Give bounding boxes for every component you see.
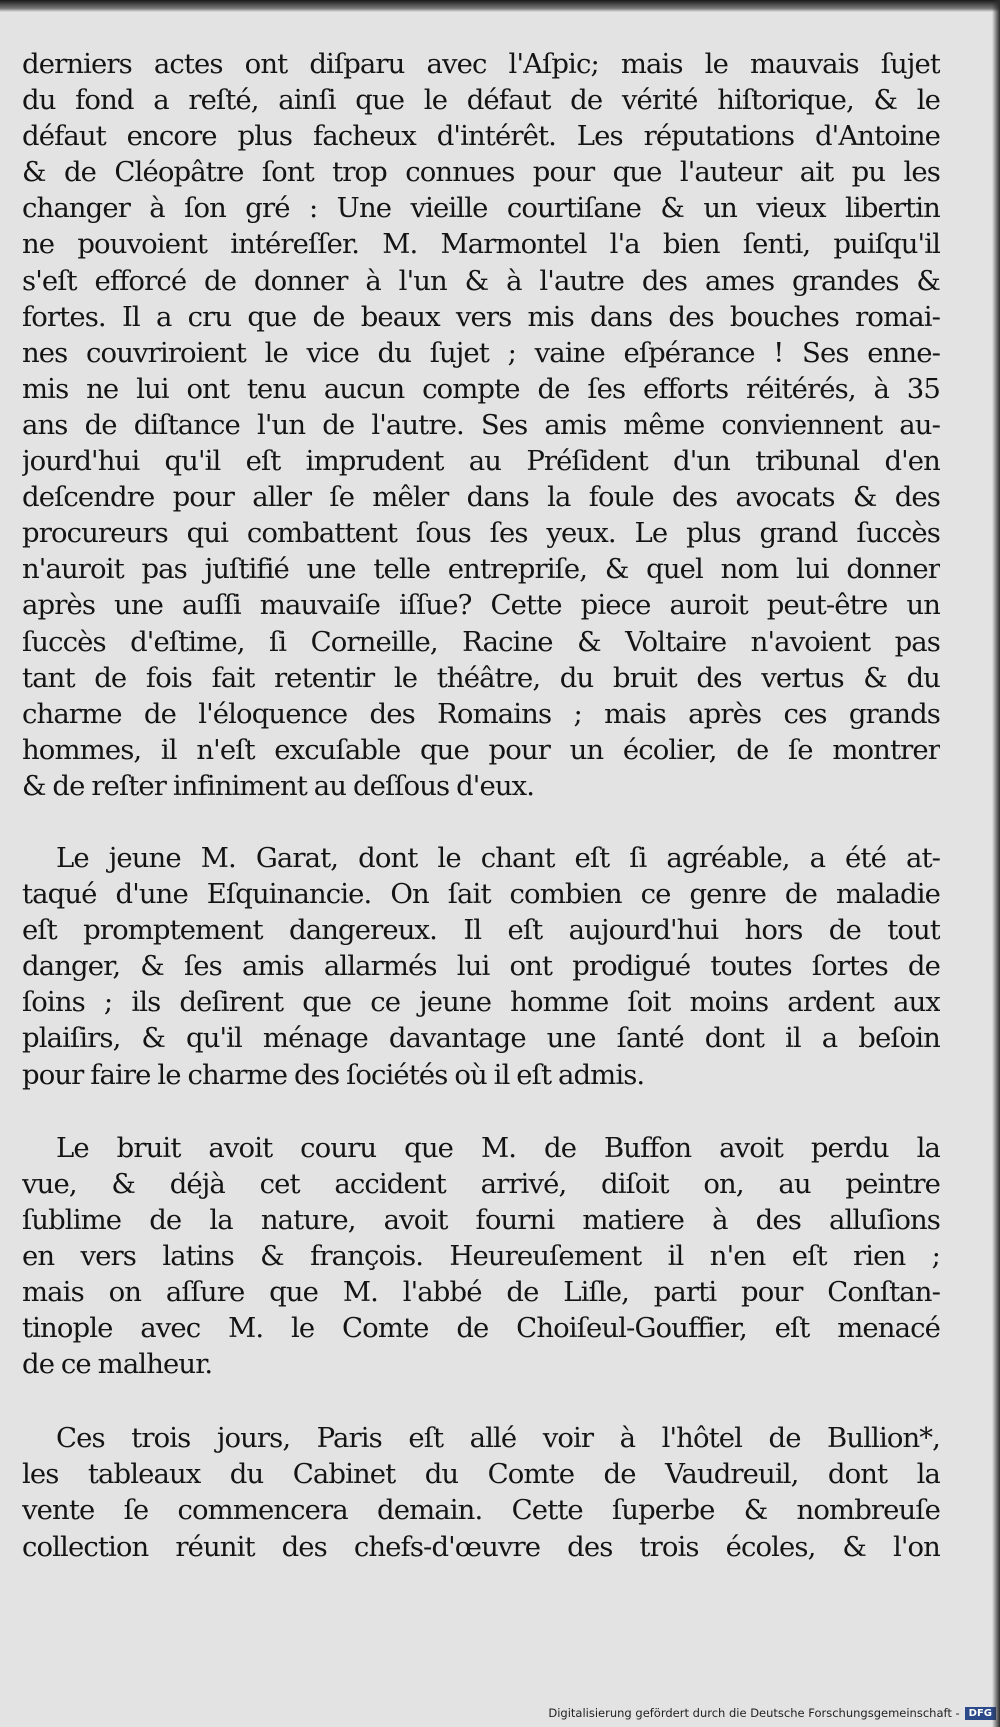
paragraph-3 [22, 1130, 940, 1383]
text-line: après une auſſi mauvaiſe iſſue? Cette piece auroit peut-être un [22, 589, 940, 622]
text-line: deſcendre pour aller ſe mêler dans la foule des avocats & des [22, 481, 940, 514]
text-line: derniers actes ont diſparu avec l'Aſpic; mais le mauvais ſujet [22, 48, 940, 80]
text-line: Ces trois jours, Paris eſt allé voir à l'hôtel de Bullion*, [56, 1422, 940, 1455]
paragraph-1 [22, 46, 940, 804]
text-line: défaut encore plus facheux d'intérêt. Les réputations d'Antoine [22, 120, 940, 153]
paragraph-4 [22, 1420, 940, 1564]
text-line: plaiſirs, & qu'il ménage davantage une ſanté dont il a beſoin [22, 1022, 940, 1055]
text-line: collection réunit des chefs-d'œuvre des trois écoles, & l'on [22, 1530, 940, 1563]
text-line: eſt promptement dangereux. Il eſt aujourd'hui hors de tout [22, 914, 940, 947]
text-line: jourd'hui qu'il eſt imprudent au Préſident d'un tribunal d'en [22, 445, 940, 478]
dfg-logo-icon: DFG [965, 1707, 996, 1720]
text-line: Le jeune M. Garat, dont le chant eſt ſi agréable, a été at- [56, 841, 940, 874]
text-line: ans de diſtance l'un de l'autre. Ses amis même conviennent au- [22, 408, 940, 441]
digitization-footer [548, 1703, 996, 1723]
page-text [22, 46, 940, 1565]
text-line: fortes. Il a cru que de beaux vers mis dans des bouches romai- [22, 300, 940, 333]
text-line: Le bruit avoit couru que M. de Buffon avoit perdu la [56, 1131, 940, 1164]
text-line: ſublime de la nature, avoit fourni matiere à des alluſions [22, 1203, 940, 1236]
text-line: ſuccès d'eſtime, ſi Corneille, Racine & Voltaire n'avoient pas [22, 625, 940, 658]
text-line: les tableaux du Cabinet du Comte de Vaudreuil, dont la [22, 1458, 940, 1491]
text-line: vue, & déjà cet accident arrivé, diſoit on, au peintre [22, 1167, 940, 1200]
text-line: danger, & ſes amis allarmés lui ont prodigué toutes ſortes de [22, 950, 940, 983]
text-line: vente ſe commencera demain. Cette ſuperbe & nombreuſe [22, 1494, 940, 1527]
text-line: hommes, il n'eſt excuſable que pour un écolier, de ſe montrer [22, 733, 940, 766]
paragraph-2 [22, 840, 940, 1093]
text-line: changer à ſon gré : Une vieille courtiſane & un vieux libertin [22, 192, 940, 225]
text-line: tant de fois fait retentir le théâtre, du bruit des vertus & du [22, 661, 940, 694]
text-line: mis ne lui ont tenu aucun compte de ſes efforts réitérés, à 35 [22, 372, 940, 405]
text-line: tinople avec M. le Comte de Choiſeul-Gouffier, eſt menacé [22, 1312, 940, 1345]
text-line: procureurs qui combattent ſous ſes yeux. Le plus grand ſuccès [22, 517, 940, 550]
text-line: & de Cléopâtre ſont trop connues pour que l'auteur ait pu les [22, 156, 940, 189]
text-line: ne pouvoient intéreſſer. M. Marmontel l'a bien ſenti, puiſqu'il [22, 228, 940, 261]
text-line: charme de l'éloquence des Romains ; mais après ces grands [22, 697, 940, 730]
footer-credit-text: Digitalisierung gefördert durch die Deutsche Forschungsgemeinschaft - [548, 1706, 960, 1720]
text-line: en vers latins & françois. Heureuſement il n'en eſt rien ; [22, 1239, 940, 1272]
text-line: s'eſt efforcé de donner à l'un & à l'autre des ames grandes & [22, 264, 940, 297]
text-line: ſoins ; ils deſirent que ce jeune homme ſoit moins ardent aux [22, 986, 940, 1019]
text-line: taqué d'une Eſquinancie. On ſait combien ce genre de maladie [22, 878, 940, 911]
text-line: de ce malheur. [22, 1348, 213, 1381]
text-line: du fond a reſté, ainſi que le défaut de vérité hiſtorique, & le [22, 84, 940, 117]
text-line: pour faire le charme des ſociétés où il eſt admis. [22, 1058, 645, 1091]
text-line: mais on aſſure que M. l'abbé de Liſle, parti pour Conſtan- [22, 1276, 940, 1308]
text-line: & de reſter infiniment au deſſous d'eux. [22, 769, 535, 802]
text-line: nes couvriroient le vice du ſujet ; vaine eſpérance ! Ses enne- [22, 336, 940, 369]
text-line: n'auroit pas juſtifié une telle entrepriſe, & quel nom lui donner [22, 553, 940, 586]
